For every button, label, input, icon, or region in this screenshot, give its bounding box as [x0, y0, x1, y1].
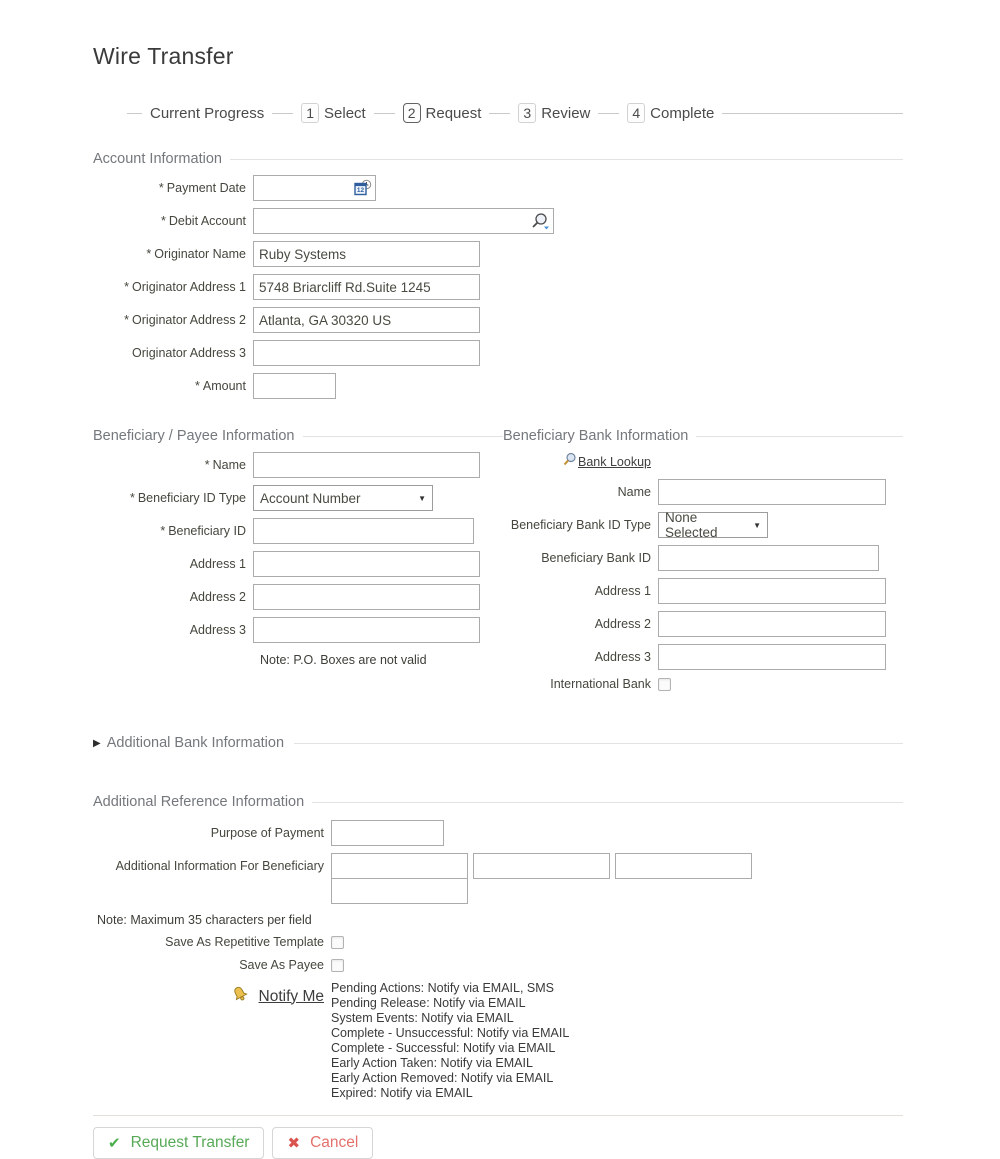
- cancel-button[interactable]: ✖ Cancel: [272, 1127, 373, 1159]
- step-1-label: Select: [324, 104, 366, 122]
- bank-address-3-input[interactable]: [658, 644, 886, 670]
- step-2-label: Request: [425, 104, 482, 122]
- bank-id-label: Beneficiary Bank ID: [541, 551, 651, 565]
- beneficiary-id-type-label: * Beneficiary ID Type: [129, 491, 246, 505]
- request-transfer-button[interactable]: ✔ Request Transfer: [93, 1127, 264, 1159]
- page-title: Wire Transfer: [93, 43, 234, 69]
- section-rule: [696, 436, 903, 437]
- notification-settings-list: [331, 981, 569, 1101]
- save-as-payee-label: Save As Payee: [239, 958, 324, 972]
- notify-item: Early Action Taken: Notify via EMAIL: [331, 1056, 533, 1070]
- disclosure-triangle-icon[interactable]: ▶: [93, 737, 101, 749]
- section-rule: [230, 159, 903, 160]
- additional-info-input-4[interactable]: [331, 878, 468, 904]
- save-as-payee-checkbox[interactable]: [331, 959, 344, 972]
- beneficiary-id-label: * Beneficiary ID: [160, 524, 246, 538]
- beneficiary-name-label: * Name: [204, 458, 246, 472]
- step-3-number: 3: [518, 103, 536, 123]
- notify-me-link[interactable]: Notify Me: [258, 987, 324, 1005]
- step-2-number-current: 2: [403, 103, 421, 123]
- bank-address-2-input[interactable]: [658, 611, 886, 637]
- po-boxes-note: Note: P.O. Boxes are not valid: [260, 653, 427, 667]
- progress-stepper: [93, 101, 903, 125]
- bank-address-1-label: Address 1: [594, 584, 651, 598]
- account-information-title: Account Information: [93, 151, 222, 167]
- beneficiary-bank-title: Beneficiary Bank Information: [503, 428, 689, 444]
- step-1-select: [301, 103, 366, 123]
- additional-info-input-1[interactable]: [331, 853, 468, 879]
- step-4-number: 4: [627, 103, 645, 123]
- additional-info-input-3[interactable]: [615, 853, 752, 879]
- bank-id-type-label: Beneficiary Bank ID Type: [510, 518, 651, 532]
- calendar-date-picker-icon[interactable]: [352, 179, 372, 202]
- notify-item: Pending Actions: Notify via EMAIL, SMS: [331, 981, 555, 995]
- purpose-of-payment-label: Purpose of Payment: [210, 826, 324, 840]
- additional-reference-title: Additional Reference Information: [93, 794, 305, 810]
- bank-lookup-link[interactable]: Bank Lookup: [578, 455, 651, 469]
- progress-line: [598, 113, 619, 114]
- step-3-label: Review: [541, 104, 591, 122]
- step-2-request: [403, 103, 482, 123]
- originator-address-2-label: * Originator Address 2: [124, 313, 246, 327]
- save-as-repetitive-template-label: Save As Repetitive Template: [165, 935, 324, 949]
- beneficiary-payee-section: [93, 428, 503, 667]
- international-bank-label: International Bank: [550, 677, 651, 691]
- section-rule: [312, 802, 903, 803]
- beneficiary-address-3-label: Address 3: [189, 623, 246, 637]
- originator-address-2-input[interactable]: [253, 307, 480, 333]
- x-icon: ✖: [287, 1135, 301, 1152]
- notify-item: Expired: Notify via EMAIL: [331, 1086, 473, 1100]
- additional-info-input-2[interactable]: [473, 853, 610, 879]
- bank-name-input[interactable]: [658, 479, 886, 505]
- beneficiary-id-type-select[interactable]: Account Number ▼: [253, 485, 433, 511]
- step-4-label: Complete: [650, 104, 715, 122]
- bank-lookup-magnifier-icon[interactable]: [562, 452, 577, 472]
- originator-address-3-input[interactable]: [253, 340, 480, 366]
- bank-address-2-label: Address 2: [594, 617, 651, 631]
- bank-address-1-input[interactable]: [658, 578, 886, 604]
- international-bank-checkbox[interactable]: [658, 678, 671, 691]
- progress-line: [374, 113, 395, 114]
- amount-label: * Amount: [195, 379, 246, 393]
- beneficiary-address-1-input[interactable]: [253, 551, 480, 577]
- bank-id-input[interactable]: [658, 545, 879, 571]
- additional-bank-information-section[interactable]: [93, 735, 903, 751]
- account-information-section: [93, 151, 903, 399]
- step-3-review: [518, 103, 590, 123]
- progress-line: [127, 113, 142, 114]
- save-as-repetitive-template-checkbox[interactable]: [331, 936, 344, 949]
- beneficiary-bank-section: [503, 428, 903, 698]
- progress-line: [722, 113, 903, 114]
- chevron-down-icon: ▼: [753, 520, 761, 530]
- bell-icon: [230, 985, 250, 1008]
- progress-line: [489, 113, 510, 114]
- bank-address-3-label: Address 3: [594, 650, 651, 664]
- originator-name-label: * Originator Name: [146, 247, 246, 261]
- svg-text:12: 12: [356, 187, 365, 194]
- section-rule: [303, 436, 504, 437]
- amount-input[interactable]: [253, 373, 336, 399]
- notify-item: Early Action Removed: Notify via EMAIL: [331, 1071, 554, 1085]
- notify-item: Pending Release: Notify via EMAIL: [331, 996, 526, 1010]
- beneficiary-payee-title: Beneficiary / Payee Information: [93, 428, 295, 444]
- checkmark-icon: ✔: [108, 1135, 121, 1152]
- progress-line: [272, 113, 293, 114]
- payment-date-label: * Payment Date: [158, 181, 246, 195]
- originator-address-1-label: * Originator Address 1: [124, 280, 246, 294]
- step-4-complete: [627, 103, 714, 123]
- beneficiary-address-2-input[interactable]: [253, 584, 480, 610]
- debit-account-input[interactable]: [253, 208, 554, 234]
- account-lookup-magnifier-icon[interactable]: [530, 212, 550, 236]
- additional-reference-section: [93, 794, 903, 1101]
- notify-item: Complete - Successful: Notify via EMAIL: [331, 1041, 556, 1055]
- notify-item: System Events: Notify via EMAIL: [331, 1011, 514, 1025]
- beneficiary-address-2-label: Address 2: [189, 590, 246, 604]
- beneficiary-id-input[interactable]: [253, 518, 474, 544]
- bank-name-label: Name: [617, 485, 651, 499]
- additional-info-beneficiary-label: Additional Information For Beneficiary: [115, 859, 324, 873]
- originator-address-3-label: Originator Address 3: [132, 346, 246, 360]
- actions-divider: [93, 1115, 903, 1116]
- chevron-down-icon: ▼: [418, 493, 426, 503]
- additional-bank-information-title[interactable]: Additional Bank Information: [106, 735, 285, 751]
- notify-item: Complete - Unsuccessful: Notify via EMAIL: [331, 1026, 570, 1040]
- progress-label: Current Progress: [150, 104, 265, 122]
- section-rule: [294, 743, 903, 744]
- action-buttons: [93, 1127, 903, 1159]
- purpose-of-payment-input[interactable]: [331, 820, 444, 846]
- debit-account-label: * Debit Account: [160, 214, 246, 228]
- beneficiary-name-input[interactable]: [253, 452, 480, 478]
- bank-id-type-select[interactable]: None Selected ▼: [658, 512, 768, 538]
- step-1-number: 1: [301, 103, 319, 123]
- max-characters-note: Note: Maximum 35 characters per field: [97, 913, 312, 927]
- originator-name-input[interactable]: [253, 241, 480, 267]
- originator-address-1-input[interactable]: [253, 274, 480, 300]
- beneficiary-address-1-label: Address 1: [189, 557, 246, 571]
- beneficiary-address-3-input[interactable]: [253, 617, 480, 643]
